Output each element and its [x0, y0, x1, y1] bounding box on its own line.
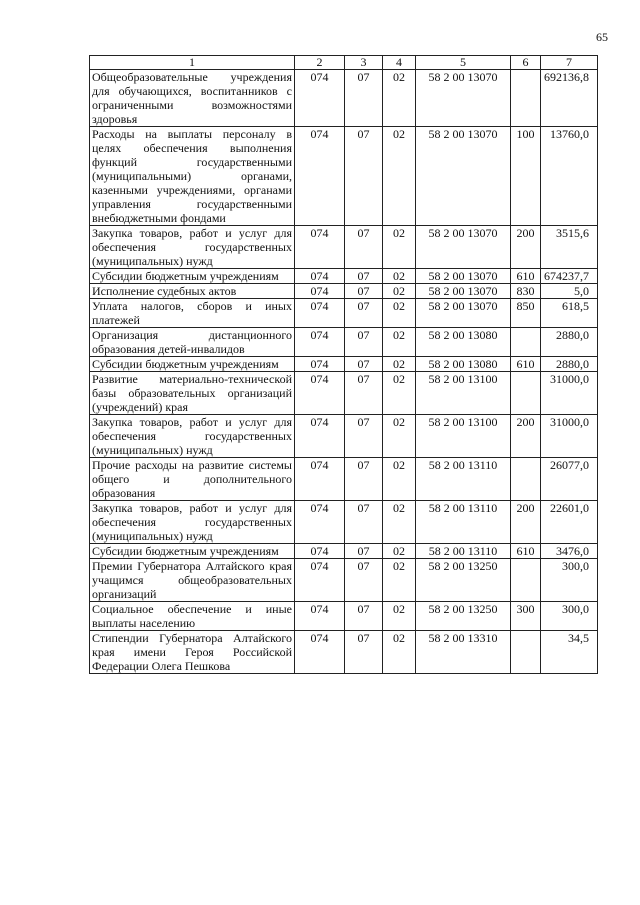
column-header: 5 — [416, 56, 511, 70]
ministry-code: 074 — [295, 70, 345, 127]
table-row — [90, 70, 598, 127]
expense-type-code: 850 — [511, 299, 541, 328]
expense-type-code: 610 — [511, 357, 541, 372]
column-header: 2 — [295, 56, 345, 70]
expense-type-code — [511, 631, 541, 674]
target-article-code: 58 2 00 13070 — [416, 284, 511, 299]
target-article-code: 58 2 00 13110 — [416, 501, 511, 544]
section-code: 07 — [345, 458, 383, 501]
amount-value: 3515,6 — [541, 226, 598, 269]
table-row — [90, 602, 598, 631]
target-article-code: 58 2 00 13310 — [416, 631, 511, 674]
target-article-code: 58 2 00 13100 — [416, 372, 511, 415]
table-row — [90, 501, 598, 544]
amount-value: 674237,7 — [541, 269, 598, 284]
expense-type-code — [511, 372, 541, 415]
amount-value: 13760,0 — [541, 127, 598, 226]
subsection-code: 02 — [383, 415, 416, 458]
target-article-code: 58 2 00 13070 — [416, 269, 511, 284]
subsection-code: 02 — [383, 372, 416, 415]
amount-value: 5,0 — [541, 284, 598, 299]
subsection-code: 02 — [383, 458, 416, 501]
ministry-code: 074 — [295, 501, 345, 544]
expense-item-name: Закупка товаров, работ и услуг для обеспечения государственных (муниципальных) нужд — [90, 226, 295, 269]
amount-value: 3476,0 — [541, 544, 598, 559]
expense-item-name: Субсидии бюджетным учреждениям — [90, 357, 295, 372]
target-article-code: 58 2 00 13250 — [416, 602, 511, 631]
amount-value: 22601,0 — [541, 501, 598, 544]
expense-item-name: Развитие материально-технической базы образовательных организаций (учреждений) края — [90, 372, 295, 415]
amount-value: 300,0 — [541, 602, 598, 631]
subsection-code: 02 — [383, 299, 416, 328]
section-code: 07 — [345, 357, 383, 372]
expense-type-code — [511, 559, 541, 602]
subsection-code: 02 — [383, 127, 416, 226]
subsection-code: 02 — [383, 501, 416, 544]
amount-value: 692136,8 — [541, 70, 598, 127]
table-row — [90, 299, 598, 328]
page-number: 65 — [596, 30, 608, 44]
table-row — [90, 357, 598, 372]
expense-type-code: 200 — [511, 501, 541, 544]
target-article-code: 58 2 00 13110 — [416, 458, 511, 501]
subsection-code: 02 — [383, 226, 416, 269]
ministry-code: 074 — [295, 328, 345, 357]
section-code: 07 — [345, 70, 383, 127]
subsection-code: 02 — [383, 602, 416, 631]
table-row — [90, 559, 598, 602]
expense-item-name: Общеобразовательные учреждения для обучающихся, воспитанников с ограниченными возможностями здоровья — [90, 70, 295, 127]
ministry-code: 074 — [295, 602, 345, 631]
amount-value: 2880,0 — [541, 328, 598, 357]
section-code: 07 — [345, 631, 383, 674]
table-row — [90, 226, 598, 269]
table-header-row — [90, 56, 598, 70]
table-row — [90, 458, 598, 501]
subsection-code: 02 — [383, 357, 416, 372]
ministry-code: 074 — [295, 544, 345, 559]
ministry-code: 074 — [295, 226, 345, 269]
target-article-code: 58 2 00 13110 — [416, 544, 511, 559]
table-row — [90, 631, 598, 674]
expense-item-name: Прочие расходы на развитие системы общего и дополнительного образования — [90, 458, 295, 501]
expense-type-code: 300 — [511, 602, 541, 631]
expense-item-name: Субсидии бюджетным учреждениям — [90, 269, 295, 284]
ministry-code: 074 — [295, 458, 345, 501]
subsection-code: 02 — [383, 559, 416, 602]
target-article-code: 58 2 00 13080 — [416, 357, 511, 372]
section-code: 07 — [345, 284, 383, 299]
ministry-code: 074 — [295, 127, 345, 226]
subsection-code: 02 — [383, 631, 416, 674]
amount-value: 2880,0 — [541, 357, 598, 372]
section-code: 07 — [345, 299, 383, 328]
subsection-code: 02 — [383, 269, 416, 284]
amount-value: 300,0 — [541, 559, 598, 602]
table-row — [90, 127, 598, 226]
target-article-code: 58 2 00 13070 — [416, 226, 511, 269]
section-code: 07 — [345, 602, 383, 631]
expense-type-code: 200 — [511, 226, 541, 269]
expense-item-name: Закупка товаров, работ и услуг для обеспечения государственных (муниципальных) нужд — [90, 415, 295, 458]
amount-value: 34,5 — [541, 631, 598, 674]
expense-type-code — [511, 328, 541, 357]
table-row — [90, 284, 598, 299]
expense-item-name: Субсидии бюджетным учреждениям — [90, 544, 295, 559]
subsection-code: 02 — [383, 544, 416, 559]
expense-type-code — [511, 458, 541, 501]
expense-item-name: Уплата налогов, сборов и иных платежей — [90, 299, 295, 328]
amount-value: 31000,0 — [541, 372, 598, 415]
column-header: 4 — [383, 56, 416, 70]
section-code: 07 — [345, 226, 383, 269]
target-article-code: 58 2 00 13070 — [416, 127, 511, 226]
expense-type-code — [511, 70, 541, 127]
expense-item-name: Премии Губернатора Алтайского края учащимся общеобразовательных организаций — [90, 559, 295, 602]
expense-type-code: 830 — [511, 284, 541, 299]
table-row — [90, 415, 598, 458]
column-header: 6 — [511, 56, 541, 70]
expense-type-code: 610 — [511, 269, 541, 284]
column-header: 1 — [90, 56, 295, 70]
table-row — [90, 372, 598, 415]
section-code: 07 — [345, 501, 383, 544]
expense-item-name: Стипендии Губернатора Алтайского края имени Героя Российской Федерации Олега Пешкова — [90, 631, 295, 674]
expense-item-name: Организация дистанционного образования детей-инвалидов — [90, 328, 295, 357]
ministry-code: 074 — [295, 631, 345, 674]
table-row — [90, 328, 598, 357]
table-row — [90, 544, 598, 559]
budget-table — [89, 55, 598, 674]
amount-value: 26077,0 — [541, 458, 598, 501]
amount-value: 31000,0 — [541, 415, 598, 458]
target-article-code: 58 2 00 13100 — [416, 415, 511, 458]
section-code: 07 — [345, 269, 383, 284]
expense-type-code: 200 — [511, 415, 541, 458]
section-code: 07 — [345, 415, 383, 458]
expense-item-name: Закупка товаров, работ и услуг для обеспечения государственных (муниципальных) нужд — [90, 501, 295, 544]
ministry-code: 074 — [295, 559, 345, 602]
section-code: 07 — [345, 127, 383, 226]
expense-item-name: Расходы на выплаты персоналу в целях обеспечения выполнения функций государственными (муниципальными) органами, казенными учреждениями, органами управления государственными внебюджетными фондами — [90, 127, 295, 226]
section-code: 07 — [345, 372, 383, 415]
column-header: 3 — [345, 56, 383, 70]
expense-type-code: 610 — [511, 544, 541, 559]
ministry-code: 074 — [295, 415, 345, 458]
target-article-code: 58 2 00 13250 — [416, 559, 511, 602]
expense-type-code: 100 — [511, 127, 541, 226]
target-article-code: 58 2 00 13070 — [416, 299, 511, 328]
section-code: 07 — [345, 328, 383, 357]
subsection-code: 02 — [383, 70, 416, 127]
target-article-code: 58 2 00 13070 — [416, 70, 511, 127]
ministry-code: 074 — [295, 269, 345, 284]
section-code: 07 — [345, 544, 383, 559]
subsection-code: 02 — [383, 328, 416, 357]
target-article-code: 58 2 00 13080 — [416, 328, 511, 357]
ministry-code: 074 — [295, 284, 345, 299]
ministry-code: 074 — [295, 299, 345, 328]
subsection-code: 02 — [383, 284, 416, 299]
expense-item-name: Социальное обеспечение и иные выплаты населению — [90, 602, 295, 631]
expense-item-name: Исполнение судебных актов — [90, 284, 295, 299]
ministry-code: 074 — [295, 372, 345, 415]
section-code: 07 — [345, 559, 383, 602]
ministry-code: 074 — [295, 357, 345, 372]
column-header: 7 — [541, 56, 598, 70]
table-row — [90, 269, 598, 284]
amount-value: 618,5 — [541, 299, 598, 328]
